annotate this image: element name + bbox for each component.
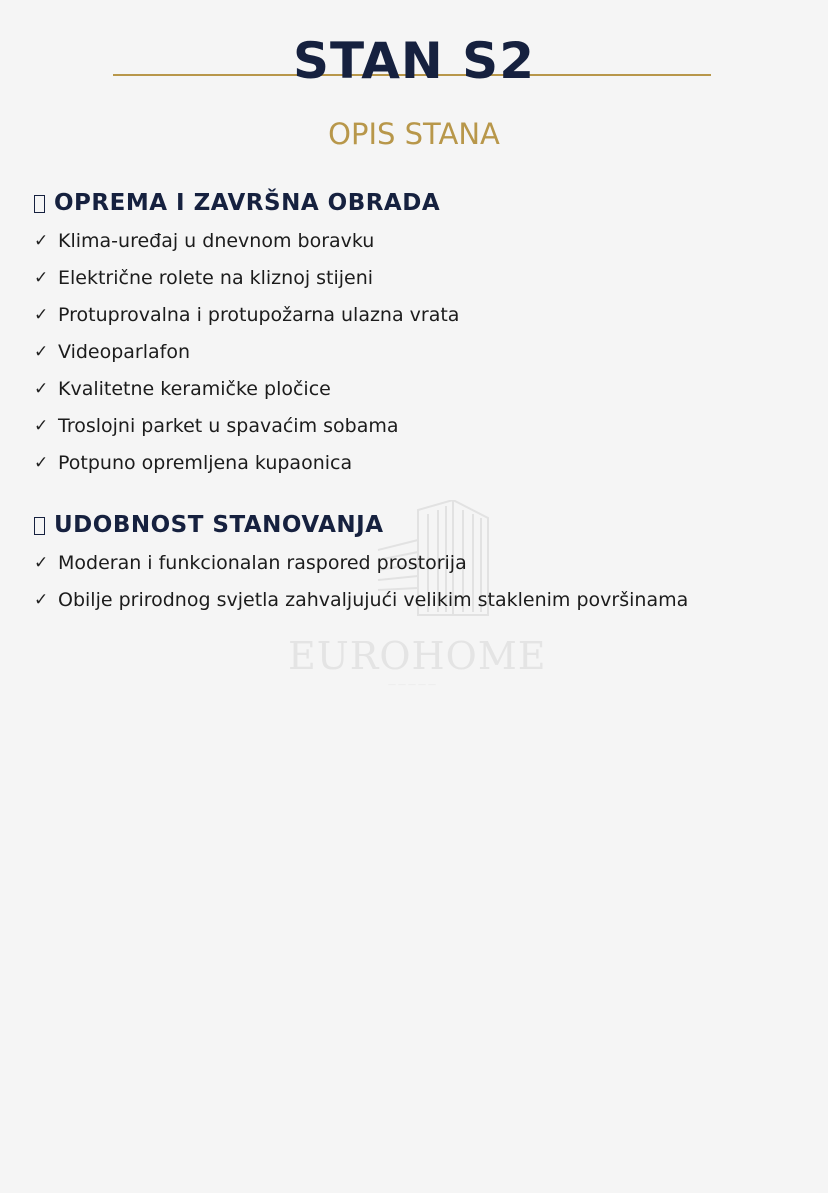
list-item-text: Obilje prirodnog svjetla zahvaljujući velikim staklenim površinama xyxy=(58,588,689,611)
list-item-text: Potpuno opremljena kupaonica xyxy=(58,451,353,474)
list-item xyxy=(34,296,794,333)
check-icon: ✓ xyxy=(34,589,49,610)
list-item-text: Električne rolete na kliznoj stijeni xyxy=(58,266,374,289)
check-icon: ✓ xyxy=(34,341,49,362)
watermark-text: EUROHOME xyxy=(288,634,547,678)
section-header xyxy=(34,186,794,220)
check-icon: ✓ xyxy=(34,552,49,573)
section-comfort xyxy=(34,508,794,618)
list-item-text: Troslojni parket u spavaćim sobama xyxy=(58,414,399,437)
list-item xyxy=(34,407,794,444)
list-item-text: Protuprovalna i protupožarna ulazna vrata xyxy=(58,303,460,326)
section-heading: UDOBNOST STANOVANJA xyxy=(54,512,384,538)
check-icon: ✓ xyxy=(34,267,49,288)
watermark-subtext: ————— xyxy=(388,680,438,689)
list-item xyxy=(34,444,794,481)
section-header xyxy=(34,508,794,542)
title-block xyxy=(0,28,828,98)
list-item-text: Moderan i funkcionalan raspored prostorija xyxy=(58,551,467,574)
list-item xyxy=(34,333,794,370)
list-item-text: Kvalitetne keramičke pločice xyxy=(58,377,331,400)
section-equipment xyxy=(34,186,794,481)
list-item xyxy=(34,544,794,581)
check-icon: ✓ xyxy=(34,304,49,325)
square-icon xyxy=(34,517,45,535)
list-item xyxy=(34,259,794,296)
check-icon: ✓ xyxy=(34,230,49,251)
feature-list xyxy=(34,222,794,481)
list-item xyxy=(34,370,794,407)
check-icon: ✓ xyxy=(34,415,49,436)
check-icon: ✓ xyxy=(34,452,49,473)
feature-list xyxy=(34,544,794,618)
page-subtitle: OPIS STANA xyxy=(328,117,500,151)
section-heading: OPREMA I ZAVRŠNA OBRADA xyxy=(54,190,441,216)
square-icon xyxy=(34,195,45,213)
page-title: STAN S2 xyxy=(293,32,535,90)
check-icon: ✓ xyxy=(34,378,49,399)
list-item-text: Klima-uređaj u dnevnom boravku xyxy=(58,229,375,252)
list-item xyxy=(34,222,794,259)
list-item-text: Videoparlafon xyxy=(58,340,191,363)
list-item xyxy=(34,581,794,618)
